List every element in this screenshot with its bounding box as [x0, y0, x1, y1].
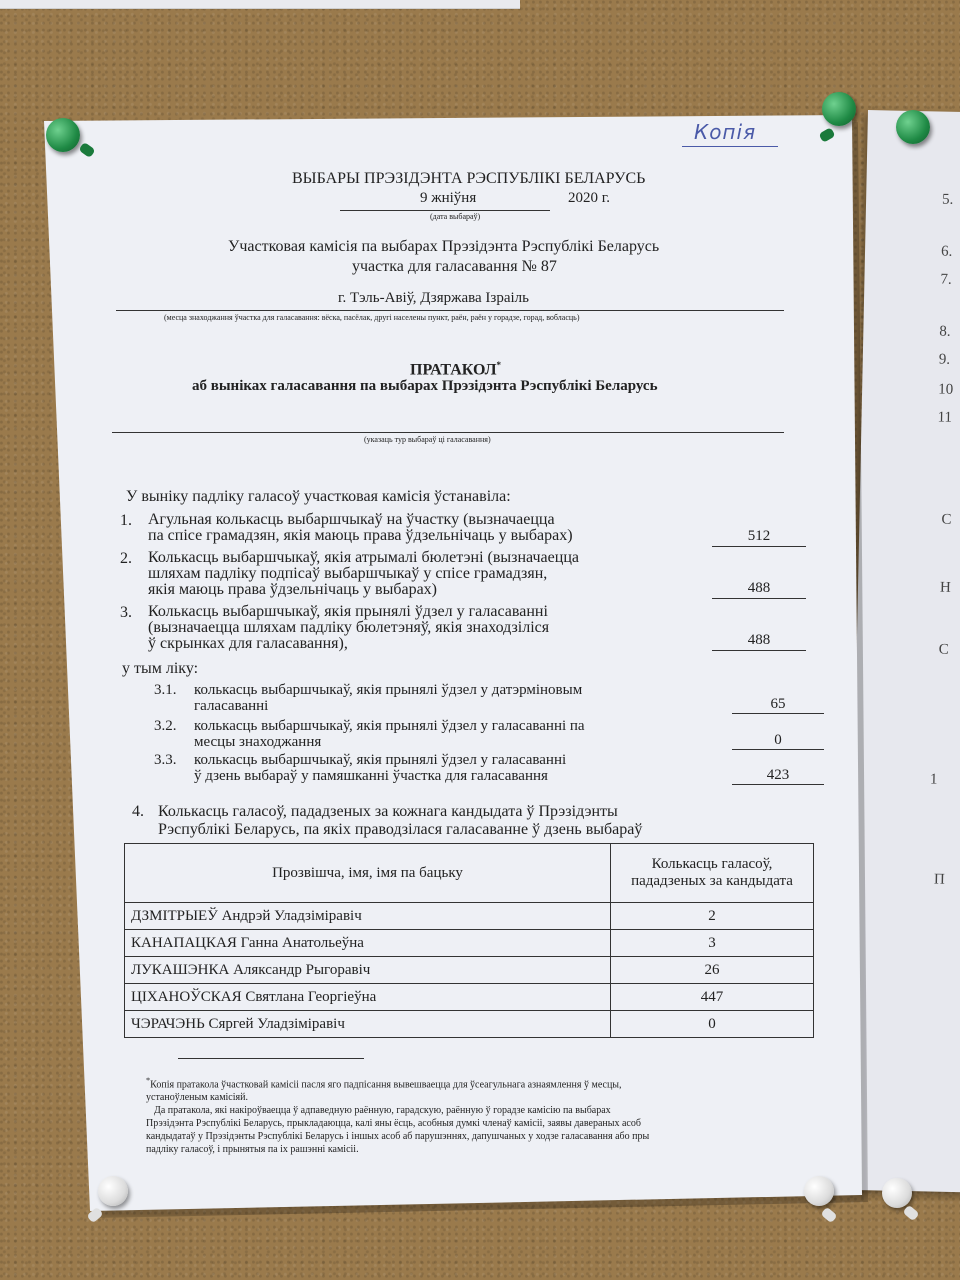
commission-name: Участковая камісія па выбарах Прэзідэнта Рэспублікі Беларусь — [228, 238, 660, 255]
adjacent-paper-top — [0, 0, 520, 9]
election-title: ВЫБАРЫ ПРЭЗІДЭНТА РЭСПУБЛІКІ БЕЛАРУСЬ — [292, 170, 646, 187]
subitem-text-line: галасаванні — [194, 698, 269, 714]
item-text-line: шляхам падліку подпісаў выбаршчыкаў у спісе грамадзян, — [148, 565, 548, 582]
results-intro: У выніку падліку галасоў участковая камісія ўстанавіла: — [126, 488, 511, 505]
footnote-line: Прэзідэнта Рэспублікі Беларусь, прыкладаюцца, калі яны ёсць, асобныя думкі членаў камісіі, заявы давераных асоб — [146, 1118, 641, 1130]
table-row — [125, 930, 814, 957]
date-underline — [340, 210, 550, 211]
item-text-line: ў скрынках для галасавання), — [148, 635, 348, 652]
item-text-line: Колькасць выбаршчыкаў, якія атрымалі бюлетэні (вызначаецца — [148, 549, 579, 566]
green-push-pin-icon — [822, 92, 856, 126]
subitem-value: 65 — [770, 696, 786, 712]
polling-station-number: участка для галасавання № 87 — [352, 258, 557, 275]
election-date-year: 2020 г. — [568, 190, 610, 206]
item-text-line: па спісе грамадзян, якія маюць права ўдзельнічаць у выбарах) — [148, 527, 573, 544]
table-row — [125, 957, 814, 984]
subitem-text-line: колькасць выбаршчыкаў, якія прынялі ўдзел у галасаванні па — [194, 718, 585, 734]
election-date-day: 9 жніўня — [420, 190, 477, 206]
candidate-name: ДЗМІТРЫЕЎ Андрэй Уладзіміравіч — [125, 903, 611, 930]
footnote — [146, 1074, 649, 1156]
location-underline — [116, 310, 784, 311]
protocol-subtitle: аб выніках галасавання па выбарах Прэзідэнта Рэспублікі Беларусь — [192, 378, 658, 394]
subitem-text-line: ў дзень выбараў у памяшканні ўчастка для галасавання — [194, 768, 548, 784]
item-text — [148, 550, 579, 598]
footnote-line: устаноўленым камісіяй. — [146, 1092, 248, 1104]
white-pin-stem-icon — [902, 1205, 919, 1222]
subitem-number: 3.1. — [154, 682, 177, 698]
footnote-separator — [178, 1058, 364, 1059]
item4-text-line1: Колькасць галасоў, пададзеных за кожнага кандыдата ў Прэзідэнты — [158, 803, 618, 820]
column-header-votes — [611, 844, 814, 903]
table-row — [125, 903, 814, 930]
white-push-pin-icon — [804, 1176, 834, 1206]
date-caption: (дата выбараў) — [430, 212, 481, 221]
right-sheet-number: 8. — [939, 323, 951, 340]
candidate-votes: 3 — [611, 930, 814, 957]
item-number: 3. — [120, 604, 132, 621]
candidate-name: ЦІХАНОЎСКАЯ Святлана Георгіеўна — [125, 984, 611, 1011]
subitem-value: 423 — [766, 767, 790, 783]
green-push-pin-icon — [896, 110, 930, 144]
subitem-text-line: колькасць выбаршчыкаў, якія прынялі ўдзел у галасаванні — [194, 752, 567, 768]
candidate-votes: 26 — [611, 957, 814, 984]
green-push-pin-icon — [46, 118, 80, 152]
item-text — [148, 512, 573, 544]
item4-text-line2: Рэспублікі Беларусь, па якіх праводзілася галасаванне ў дзень выбараў — [158, 821, 643, 838]
footnote-line: Копія пратакола ўчастковай камісіі пасля яго падпісання вывешваецца для ўсеагульнага азнаямлення ў месцы, — [150, 1079, 622, 1091]
item-text-line: (вызначаецца шляхам падліку бюлетэняў, якія знаходзіліся — [148, 619, 550, 636]
item-value: 512 — [747, 528, 771, 544]
subitem-number: 3.2. — [154, 718, 177, 734]
copy-handwritten-note: Копія — [694, 120, 757, 144]
item-text — [148, 604, 549, 652]
column-header-votes-line: Колькасць галасоў, — [651, 856, 773, 872]
white-push-pin-icon — [882, 1178, 912, 1208]
subitem-text-line: колькасць выбаршчыкаў, якія прынялі ўдзел у датэрміновым — [194, 682, 583, 698]
polling-station-location: г. Тэль-Авіў, Дзяржава Ізраіль — [338, 290, 530, 306]
footnote-asterisk: * — [146, 1076, 151, 1085]
candidate-votes: 447 — [611, 984, 814, 1011]
subitem-number: 3.3. — [154, 752, 177, 768]
protocol-asterisk: * — [496, 360, 502, 370]
value-underline — [732, 713, 824, 714]
candidate-votes: 2 — [611, 903, 814, 930]
right-sheet-number: 10 — [937, 381, 954, 398]
right-sheet-number: 1 — [929, 771, 938, 788]
item-text-line: Агульная колькасць выбаршчыкаў на ўчастку (вызначаецца — [148, 511, 555, 528]
footnote-line: кандыдатаў у Прэзідэнты Рэспублікі Беларусь і іншых асоб аб парушэннях, дапушчаных у ходзе галасавання або пры — [146, 1131, 650, 1143]
right-sheet-letter: С — [938, 641, 949, 658]
item-text-line: якія маюць права ўдзельнічаць у выбарах) — [148, 581, 438, 598]
item-value: 488 — [747, 632, 771, 648]
item-number: 1. — [120, 512, 132, 529]
value-underline — [732, 749, 824, 750]
subitem-text-line: месцы знаходжання — [194, 734, 322, 750]
value-underline — [712, 598, 806, 599]
candidate-name: ЛУКАШЭНКА Аляксандр Рыгоравіч — [125, 957, 611, 984]
right-sheet-number: 11 — [937, 409, 953, 426]
right-sheet-number: 9. — [938, 351, 951, 368]
footnote-paragraph-1 — [146, 1074, 649, 1091]
round-underline — [112, 432, 784, 433]
candidate-name: ЧЭРАЧЭНЬ Сяргей Уладзіміравіч — [125, 1011, 611, 1038]
right-sheet-letter: П — [933, 871, 945, 888]
round-caption: (указаць тур выбараў ці галасавання) — [364, 435, 491, 444]
value-underline — [712, 650, 806, 651]
candidate-votes: 0 — [611, 1011, 814, 1038]
item-text-line: Колькасць выбаршчыкаў, якія прынялі ўдзел у галасаванні — [148, 603, 548, 620]
candidate-name: КАНАПАЦКАЯ Ганна Анатольеўна — [125, 930, 611, 957]
right-sheet-letter: Н — [939, 579, 952, 596]
column-header-votes-line: пададзеных за кандыдата — [631, 873, 793, 889]
subitem-value: 0 — [774, 732, 782, 748]
subitem-text — [194, 718, 585, 750]
subitem-text — [194, 752, 566, 784]
right-sheet-number: 6. — [940, 243, 953, 260]
column-header-name: Прозвішча, імя, імя па бацьку — [125, 844, 611, 903]
right-sheet-number: 5. — [941, 191, 954, 208]
item-value: 488 — [747, 580, 771, 596]
item-number: 4. — [132, 803, 144, 820]
footnote-line: Да пратакола, які накіроўваецца ў адпаведную раённую, гарадскую, раённую ў горадзе камісію па выбарах — [154, 1105, 611, 1117]
table-row — [125, 984, 814, 1011]
white-push-pin-icon — [98, 1176, 128, 1206]
value-underline — [732, 784, 824, 785]
protocol-title: ПРАТАКОЛ* — [410, 360, 502, 379]
table-header-row — [125, 844, 814, 903]
subitem-text — [194, 682, 582, 714]
value-underline — [712, 546, 806, 547]
candidate-results-table — [124, 843, 814, 1038]
location-caption: (месца знаходжання ўчастка для галасавання: вёска, пасёлак, другі населены пункт, раён, раён у горадзе, горад, вобласць) — [164, 313, 580, 322]
footnote-line: падліку галасоў, і прынятыя па іх рашэнні камісіі. — [146, 1144, 359, 1156]
white-pin-stem-icon — [820, 1207, 837, 1224]
copy-note-underline — [682, 146, 778, 147]
right-sheet-letter: С — [941, 511, 952, 528]
table-row — [125, 1011, 814, 1038]
including-label: у тым ліку: — [122, 660, 199, 677]
right-sheet-number: 7. — [940, 271, 952, 288]
item-number: 2. — [120, 550, 132, 567]
